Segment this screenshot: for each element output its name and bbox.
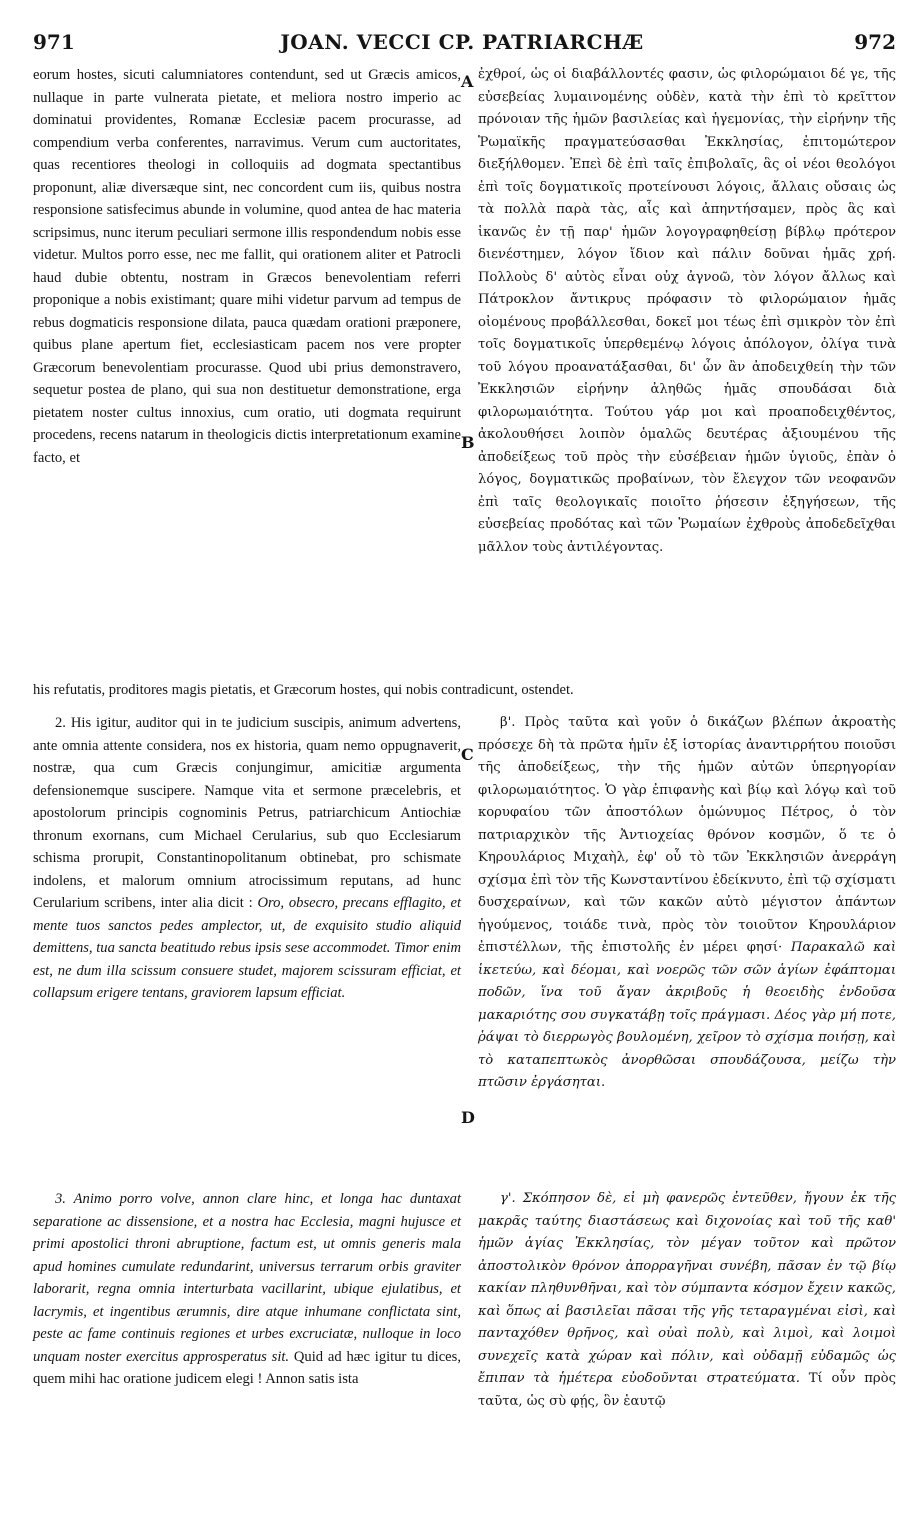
greek-paragraph-1: ἐχθροί, ὡς οἱ διαβάλλοντές φασιν, ὡς φιλορώμαιοι δέ γε, τῆς εὐσεβείας λυμαινομένης οὐδὲν, κατὰ τὴν ἐπὶ τὸ κρεῖττον πρόνοιαν τῆς ἡμῶν βασιλείας καὶ ἡγεμονίας, τὴν εἰρήνην τῆς Ῥωμαϊκῆς πραγματεύσασθαι Ἐκκλησίας, ἐπιτομώτερον διεξήλθομεν. Ἐπεὶ δὲ ἐπὶ ταῖς ἐπιβολαῖς, ἃς οἱ νέοι θεολόγοι ἐπὶ τοῖς δογματικοῖς προτείνουσι λόγοις, ἄλλαις οὔσαις ὡς τὰ πολλὰ παρὰ τὰς, αἷς καὶ ἀπηντήσαμεν, πρὸς ἃς καὶ ἱκανῶς ἐν τῇ παρ' ἡμῶν λογογραφηθείσῃ βίβλῳ πρότερον διενέστημεν, λόγον ἴδιον καὶ πάλιν δοῦναι ἡμᾶς χρή. Πολλοὺς δ' αὐτὸς εἶναι οὐχ ἀγνοῶ, τὸν λόγον ἄλλως καὶ Πάτροκλον ἄντικρυς πρόφασιν τὸ φιλορώμαιον ἡμᾶς οἰομένους προβάλλεσθαι, δοκεῖ μοι τέως ἐπὶ σμικρὸν τὸν ἐπὶ τοῖς δογματικοῖς ὑπερθεμένῳ λόγοις ἀπόλογον, ὀλίγα τινὰ τοῦ λόγου προανατάξασθαι, δι' ὧν ἂν ἀποδειχθείη τὴν τῶν Ἐκκλησιῶν εἰρήνην ἀληθῶς ἡμᾶς σπουδάσαι διὰ φιλορωμαιότητα. Τούτου γάρ μοι καὶ προαποδειχθέντος, ἀκολουθήσει λοιπὸν ὁμαλῶς δευτέρας ἀξιουμένου τῆς ἀποδείξεως τοῦ πρὸς τὴν εὐσέβειαν ἡμῶν ὑγιοῦς, ἐπὰν ὁ λόγος, δογματικῶς προβαίνων, τὸν ἔλεγχον τῶν νεοφανῶν ἐπὶ ταῖς θεολογικαῖς ποιοῖτο ῥήσεσιν ἐξηγήσεων, τῆς εὐσεβείας προδότας καὶ τῶν Ῥωμαίων ἐχθροὺς ἀποδεδεῖχθαι μᾶλλον τοὺς ἀντιλέγοντας.: [478, 67, 896, 555]
running-header: [0, 30, 924, 58]
greek-paragraph-3-text: γ'. Σκόπησον δὲ, εἰ μὴ φανερῶς ἐντεῦθεν, ἤγουν ἐκ τῆς μακρᾶς ταύτης διαστάσεως καὶ διχονοίας καὶ τοῦ τῆς καθ' ἡμῶν ἁγίας Ἐκκλησίας, τὸν μέγαν τοῦτον καὶ πρῶτον ἀποστολικὸν θρόνον ἀπορραγῆναι συνέβη, πᾶσαν ἐν τῷ βίῳ κακίαν πληθυνθῆναι, καὶ τὸν σύμπαντα κόσμον ἔχειν κακῶς, καὶ ὅπως αἱ βασιλεῖαι πᾶσαι τῆς γῆς τεταραγμέναι εἰσὶ, καὶ πανταχόθεν θρῆνος, καὶ οὐαὶ πολὺ, καὶ λιμοὶ, καὶ λοιμοὶ συνεχεῖς κατὰ χώραν καὶ πόλιν, καὶ οὐδαμῇ εὐδαμῶς ὡς ἔπιπαν τὰ ἡμέτερα εὐοδοῦνται στρατεύματα.: [478, 1191, 896, 1386]
latin-paragraph-2-text: 2. His igitur, auditor qui in te judicium suscipis, animum advertens, ante omnia attente considera, nos ex historia, quam nemo oppugnaverit, nostræ, qua cum Græcis conjungimur, amicitiæ argumenta defensionemque suscipere. Namque vita et sermone præcelebris, et apostolorum principis cognominis Petrus, patriarchicum Antiochiæ thronum exornans, cum Michael Cerularius, sub quo Ecclesiarum schisma prorupit, Constantinopolitanum obtinebat, pro schismate indolens, et malorum omnium atrocissimum reputans, ad hunc Cerularium scribens, inter alia dicit :: [33, 715, 461, 911]
spanning-line-text: his refutatis, proditores magis pietatis, et Græcorum hostes, qui nobis contradicunt, ostendet.: [33, 681, 574, 698]
latin-paragraph-2: [33, 712, 461, 1005]
column-marker-d: D: [461, 1108, 475, 1127]
column-marker-b: B: [461, 433, 475, 452]
running-title: JOAN. VECCI CP. PATRIARCHÆ: [280, 30, 644, 54]
greek-paragraph-2-text: β'. Πρὸς ταῦτα καὶ γοῦν ὁ δικάζων βλέπων ἀκροατὴς πρόσεχε δὴ τὰ πρῶτα ἡμῖν ἐξ ἱστορίας ἀναντιρρήτου ποιοῦσι τῆς ἀποδείξεως, τὴν τῆς ἡμῶν αὐτῶν ὑπερηγορίαν φιλορωμαιότητος. Ὁ γὰρ ἐπιφανὴς καὶ βίῳ καὶ λόγῳ καὶ τοῦ κορυφαίου τῶν ἀποστόλων ὁμώνυμος Πέτρος, ὁ τὸν πατριαρχικὸν τῆς Ἀντιοχείας θρόνον κοσμῶν, ὅ τε ὁ Κηρουλάριος Μιχαὴλ, ἐφ' οὗ τὸ τῶν Ἐκκλησιῶν ἀνερράγη σχίσμα ἐπὶ τὸν τῆς Κωνσταντίνου ἐδείκνυτο, ἐπὶ τῷ σχίσματι δυσχεραίνων, καὶ τῶν κακῶν αὐτὸ μέγιστον ἁπάντων ἡγούμενος, τοιάδε τινὰ, πρὸς τὸν τοιοῦτον Κηρουλάριον ἐπιστέλλων, τῆς ἐπιστολῆς ἐν μέρει φησί·: [478, 715, 897, 955]
greek-column-section-2: [478, 712, 896, 1182]
greek-paragraph-2-quote: Παρακαλῶ καὶ ἱκετεύω, καὶ δέομαι, καὶ νοερῶς τῶν σῶν ἁγίων ἐφάπτομαι ποδῶν, ἵνα τοῦ ἄγαν ἀκριβοῦς ἡ θεοειδὴς ἐνδοῦσα μακαριότης σου συγκατάβῃ τοῖς πράγμασι. Δέος γὰρ μή ποτε, ῥάψαι τὸ διερρωγὸς βουλομένη, χεῖρον τὸ σχίσμα ποιήσῃ, καὶ τὸ καταπεπτωκὸς ἀνορθῶσαι σπουδάζουσα, μείζω τὴν πτῶσιν ἐργάσηται.: [478, 940, 896, 1090]
latin-paragraph-1: eorum hostes, sicuti calumniatores contendunt, sed ut Græcis amicos, nullaque in parte vulnerata pietate, et meliora nostro imperio ac dominatui providentes, Romanæ Ecclesiæ pacem procurasse, ad compendium verba conferentes, narravimus. Verum cum auctoritates, quas recentiores theologi in colloquiis ad dogmata spectantibus proponunt, aliæ diversæque sint, nec concordent cum iis, quibus nostra responsione satisfecimus abunde in volumine, quod antea de hac materia scripsimus, nunc iterum peculiari sermone illis respondendum nobis esse videtur. Multos porro esse, nec me fallit, qui orationem aliter et Patrocli haud dubie obtentu, nostram in Græcos benevolentiam referri proponique a nobis existimant; quare mihi videtur parvum ad tempus de rebus dogmaticis responsione dilata, pauca quædam orationi præponere, quibus plane apertum fiet, ecclesiasticam pacem nos vere propter Græcorum benevolentiam procurasse. Quod ubi prius demonstravero, sequetur postea de plano, qui sua non destituetur demonstratione, erga pietatem noster cultus innoxius, cum oratio, uti dogmata requirunt procedens, recens natarum in theologicis dictis interpretationum examine facto, et: [33, 67, 461, 466]
latin-paragraph-3-tail: Quid ad hæc igitur tu dices, quem mihi hac oratione judicem elegi ! Annon satis ista: [33, 1348, 461, 1387]
left-page-number: 971: [33, 30, 75, 54]
column-marker-c: C: [461, 745, 474, 764]
column-marker-a: A: [461, 72, 474, 91]
greek-paragraph-3: [478, 1188, 896, 1413]
latin-paragraph-3-text: 3. Animo porro volve, annon clare hinc, et longa hac duntaxat separatione ac dissensione, et a nostra hac Ecclesia, magni hujusce et primi apostolici throni abruptione, factum est, ut omnis generis mala apud homines cumulate redundarint, universus terrarum orbis graviter laborarit, regna omnia interturbata vacillarint, ubique ejulatibus, et lacrymis, et ingentibus ærumnis, dire atque inhumane conflictata sint, peste ac fame continuis regiones et urbes excruciatæ, nulloque in loco unquam noster exercitus approsperatus sit.: [33, 1191, 461, 1365]
latin-column-section-3: [33, 1188, 461, 1528]
latin-column-section-2: [33, 712, 461, 1152]
latin-paragraph-2-quote: Oro, obsecro, precans efflagito, et mente tuos sanctos pedes amplector, ut, de exquisito studio aliquid demittens, tua sancta beatitudo rebus ipsis sese accommodet. Timor enim est, ne dum illa scissum consuere studet, majorem scissuram efficiat, et collapsum erigere tentans, graviorem lapsum efficiat.: [33, 895, 462, 1001]
greek-paragraph-3-tail: Τί οὖν πρὸς ταῦτα, ὡς σὺ φῄς, ὃν ἑαυτῷ: [478, 1371, 896, 1409]
greek-column-section-1: [478, 64, 896, 674]
greek-paragraph-2: [478, 712, 896, 1095]
latin-paragraph-3: [33, 1188, 461, 1391]
spanning-line: [33, 664, 901, 716]
latin-column-section-1: [33, 64, 461, 674]
right-page-number: 972: [854, 30, 896, 54]
greek-column-section-3: [478, 1188, 896, 1528]
